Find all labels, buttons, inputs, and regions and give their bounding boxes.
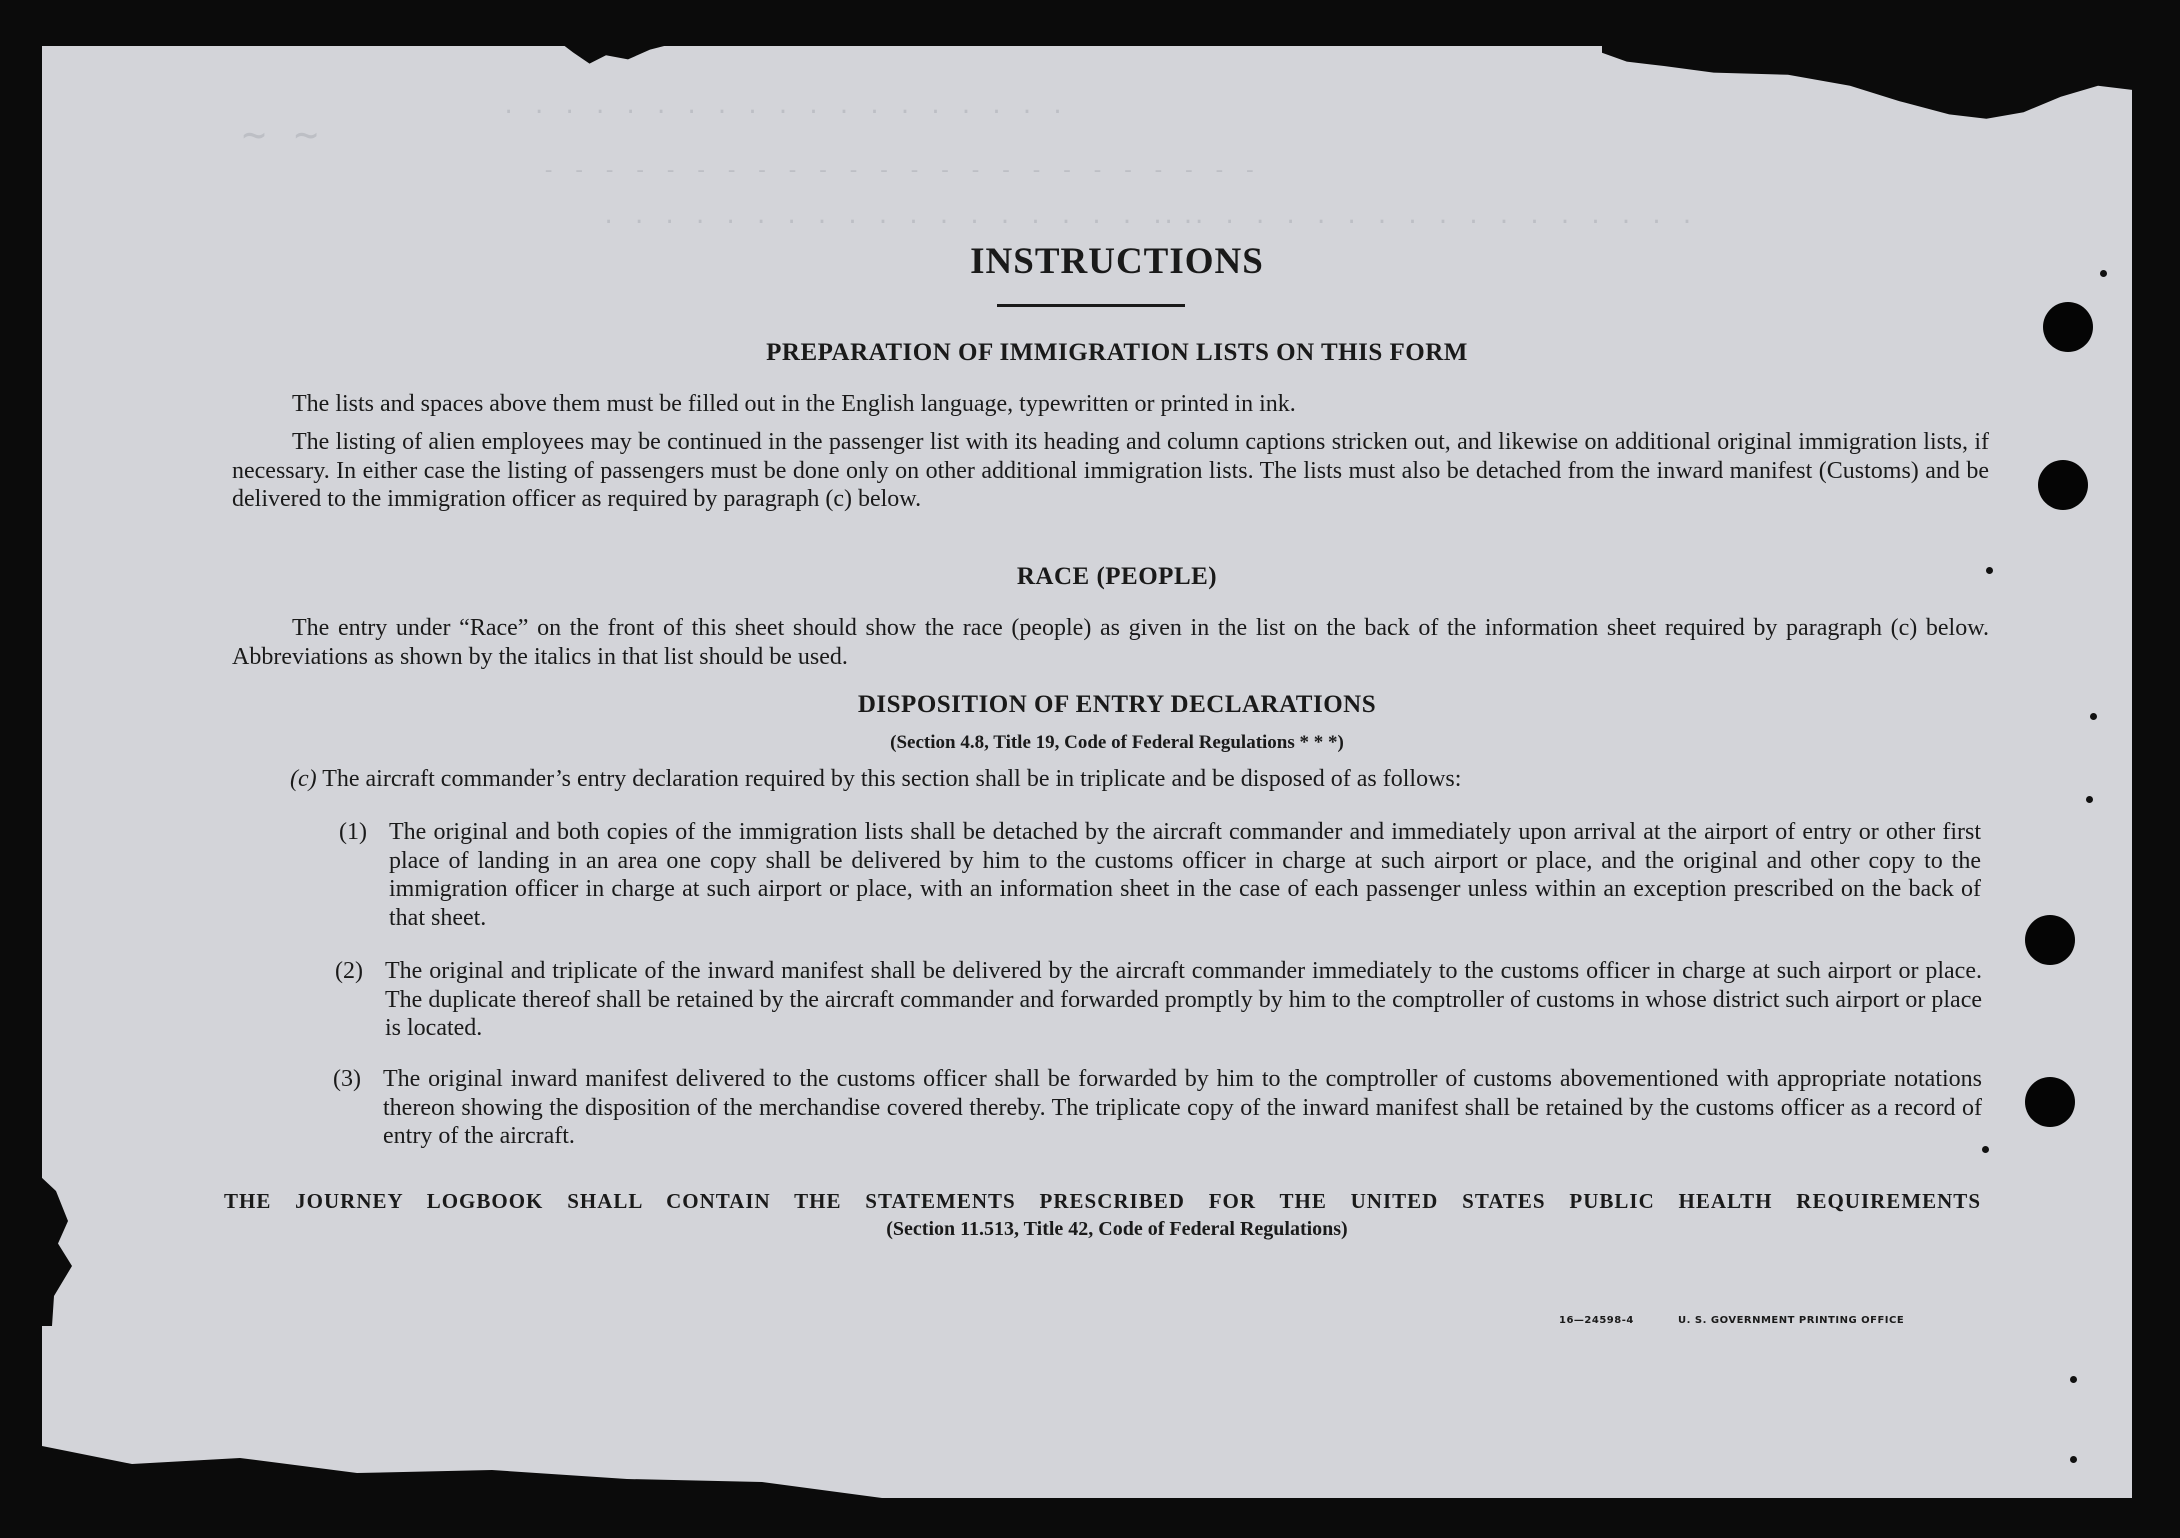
document-content xyxy=(42,46,2132,1498)
page-title: INSTRUCTIONS xyxy=(970,241,1264,282)
title-underline xyxy=(997,304,1185,307)
preparation-heading: PREPARATION OF IMMIGRATION LISTS ON THIS FORM xyxy=(766,339,1468,366)
item-2-text: The original and triplicate of the inward manifest shall be delivered by the aircraft commander immediately to the customs officer in charge at such airport or place. The duplicate thereof shall be retained by the aircraft commander and forwarded promptly by him to the comptroller of customs in whose district such airport or place is located. xyxy=(385,958,1982,1041)
intro-label: (c) xyxy=(290,766,317,792)
document-sheet xyxy=(42,46,2132,1498)
preparation-paragraph-2: The listing of alien employees may be continued in the passenger list with its heading and column captions stricken out, and likewise on additional original immigration lists, if necessary. In either case the listing of passengers must be done only on other additional immigration lists. The lists must also be detached from the inward manifest (Customs) and be delivered to the immigration officer as required by paragraph (c) below. xyxy=(232,429,1989,512)
printer-imprint: U. S. GOVERNMENT PRINTING OFFICE xyxy=(1678,1315,1905,1326)
bleed-through-marks: ~ ~ xyxy=(242,112,321,158)
item-1-label: (1) xyxy=(339,819,367,845)
intro-text: The aircraft commander’s entry declaration required by this section shall be in triplicate and be disposed of as follows: xyxy=(322,766,1462,792)
bleed-through-marks: - - - - - - - - - - - - - - - - - - - - - - - - xyxy=(542,158,1259,183)
bleed-through-marks: . . . . . . . . . . . . . . . . . . . . xyxy=(602,204,1197,229)
item-3-label: (3) xyxy=(333,1066,361,1092)
preparation-paragraph-1: The lists and spaces above them must be filled out in the English language, typewritten or printed in ink. xyxy=(292,391,1296,417)
form-number: 16—24598-4 xyxy=(1559,1315,1634,1326)
disposition-intro xyxy=(290,765,1990,794)
item-3-text: The original inward manifest delivered to the customs officer shall be forwarded by him to the comptroller of customs abovementioned with appropriate notations thereon showing the disposition of the merchandise covered thereby. The triplicate copy of the inward manifest shall be retained by the customs officer as a record of entry of the aircraft. xyxy=(383,1066,1982,1149)
item-1-text: The original and both copies of the immigration lists shall be detached by the aircraft commander and immediately upon arrival at the airport of entry or other first place of landing in an area one copy shall be delivered by him to the customs officer in charge at such airport or place, and the original and other copy to the immigration officer in charge at such airport or place, with an information sheet in the case of each passenger unless within an exception prescribed on the back of that sheet. xyxy=(389,819,1981,931)
item-2-label: (2) xyxy=(335,958,363,984)
race-paragraph: The entry under “Race” on the front of this sheet should show the race (people) as given in the list on the back of the information sheet required by paragraph (c) below. Abbreviations as shown by the italics in that list should be used. xyxy=(232,615,1989,670)
bleed-through-marks: · · · · · · · · · · · · · · · · · · · xyxy=(502,100,1067,125)
disposition-citation: (Section 4.8, Title 19, Code of Federal Regulations * * *) xyxy=(890,732,1344,753)
footer-statement: THE JOURNEY LOGBOOK SHALL CONTAIN THE STATEMENTS PRESCRIBED FOR THE UNITED STATES PUBLIC HEALTH REQUIREMENTS xyxy=(224,1189,1981,1213)
footer-citation: (Section 11.513, Title 42, Code of Federal Regulations) xyxy=(886,1218,1348,1240)
race-heading: RACE (PEOPLE) xyxy=(1016,563,1218,590)
bleed-through-marks: . . . . . . . . . . . . . . . . . . xyxy=(1162,204,1696,229)
disposition-heading: DISPOSITION OF ENTRY DECLARATIONS xyxy=(857,691,1377,718)
